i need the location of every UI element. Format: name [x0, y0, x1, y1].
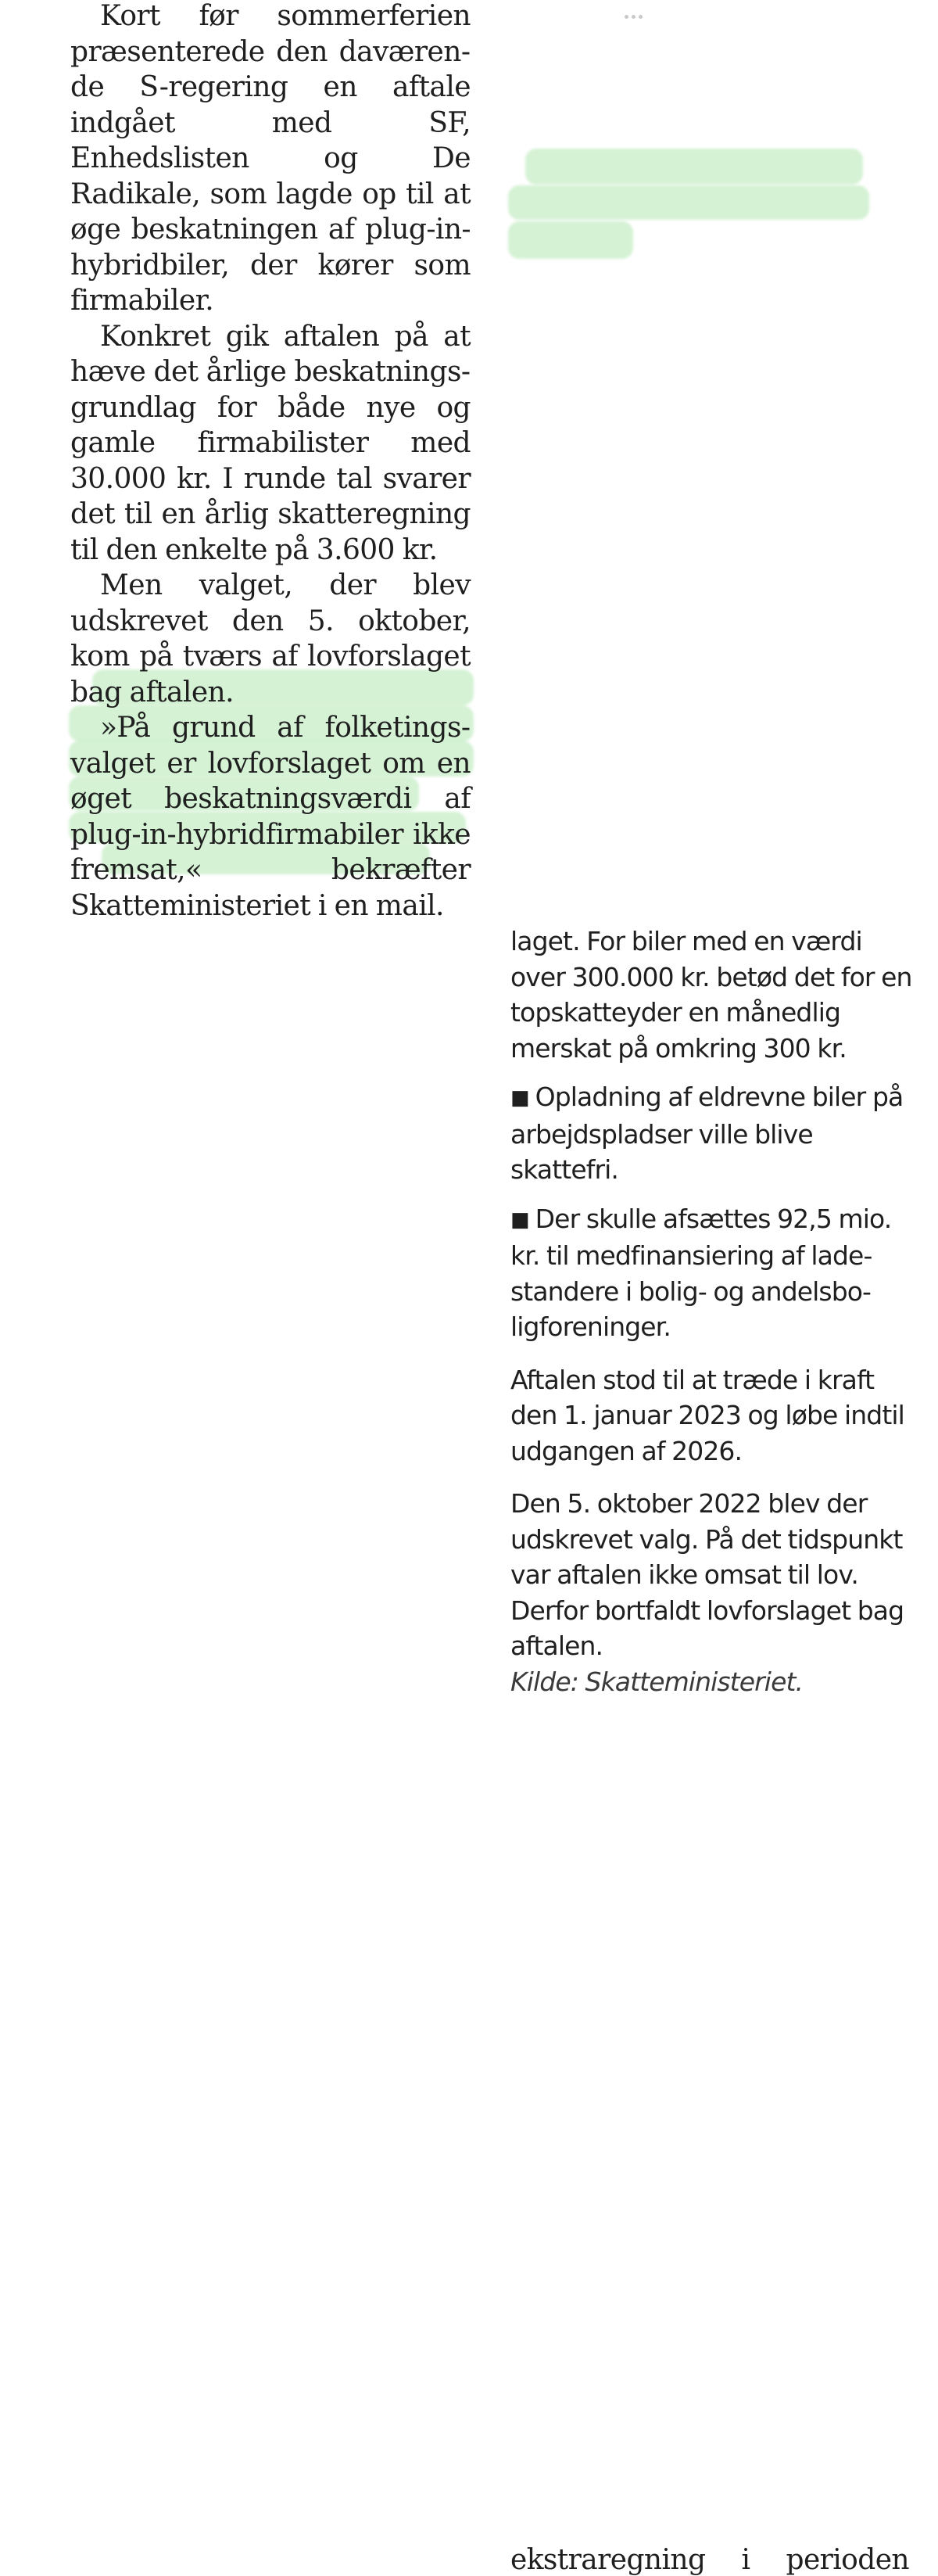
fragment-word: perioden — [786, 2544, 909, 2576]
fragment-word: ekstraregning — [510, 2544, 706, 2576]
highlight-right-2 — [508, 185, 869, 220]
fact-box-paragraph: Den 5. oktober 2022 blev der udskrevet valg. På det tidspunkt var aftalen ikke omsat til lov. Derfor bortfaldt lovforslaget bag aftalen. — [510, 1488, 904, 1661]
article-paragraph: Kort før sommerferien præsenterede den daværende S-regering en aftale indgået med SF, Enhedslisten og De Radikale, som lagde op til at øge beskatningen af plug-in-hybridbiler, der kører som firmabiler. — [70, 0, 471, 317]
fragment-word: i — [741, 2544, 750, 2576]
fact-box-bullet — [510, 1201, 917, 1345]
bullet-text: Der skulle afsættes 92,5 mio. kr. til medfinansiering af ladestandere i bolig- og andelsboligforeninger. — [510, 1203, 892, 1342]
next-article-fragment — [510, 2544, 909, 2576]
article-paragraph: Men valget, der blev udskrevet den 5. oktober, kom på tværs af lovforslaget bag aftalen. — [70, 569, 471, 709]
fact-box-intro: laget. For biler med en værdi over 300.000 kr. betød det for en topskatteyder en månedlig merskat på omkring 300 kr. — [510, 926, 912, 1064]
square-bullet-icon: ■ — [510, 1086, 529, 1110]
fact-box-bullet — [510, 1079, 917, 1188]
article-quote-paragraph: »På grund af folketingsvalget er lovforslaget om en øget beskatningsværdi af plug-in-hybridfirmabiler ikke fremsat,« bekræfter Skatteministeriet i en mail. — [70, 712, 471, 922]
bullet-text: Opladning af eldrevne biler på arbejdspladser ville blive skattefri. — [510, 1082, 904, 1185]
fact-box-source: Kilde: Skatteministeriet. — [510, 1666, 804, 1697]
article-paragraph: Konkret gik aftalen på at hæve det årlige beskatningsgrundlag for både nye og gamle firmabilister med 30.000 kr. I runde tal svarer det til en årlig skatteregning til den enkelte på 3.600 kr. — [70, 320, 471, 566]
page-indicator-dots — [625, 9, 646, 23]
square-bullet-icon: ■ — [510, 1207, 529, 1232]
article-left-column — [70, 0, 471, 924]
highlight-right-1 — [525, 149, 863, 185]
fact-box-column — [510, 924, 917, 1699]
fact-box-paragraph: Aftalen stod til at træde i kraft den 1. januar 2023 og løbe indtil udgangen af 2026. — [510, 1364, 904, 1466]
highlight-right-3 — [508, 221, 633, 259]
